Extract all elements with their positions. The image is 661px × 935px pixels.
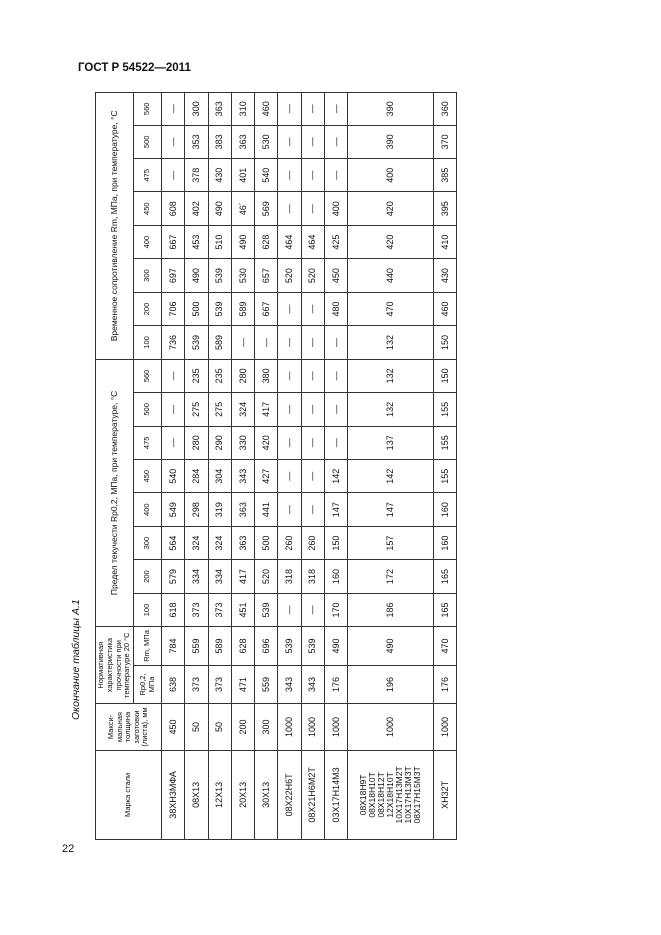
yield-cell: 165 — [433, 560, 456, 593]
strength-cell: 706 — [162, 292, 185, 325]
steel-grade-cell: 20Х13 — [231, 750, 254, 839]
yield-cell: — — [324, 426, 347, 459]
strength-cell: 480 — [324, 292, 347, 325]
norm-rm-cell: 490 — [324, 627, 347, 666]
temp-header: 475 — [134, 426, 162, 459]
yield-cell: 539 — [255, 593, 278, 626]
yield-cell: 147 — [324, 493, 347, 526]
strength-cell: 363 — [231, 125, 254, 158]
thickness-cell: 1000 — [324, 704, 347, 751]
strength-cell: 453 — [185, 225, 208, 258]
yield-cell: 150 — [324, 526, 347, 559]
strength-cell: — — [278, 93, 301, 126]
yield-cell: 275 — [185, 393, 208, 426]
yield-cell: — — [301, 426, 324, 459]
yield-cell: — — [278, 359, 301, 392]
yield-cell: 290 — [208, 426, 231, 459]
yield-cell: 160 — [433, 526, 456, 559]
strength-cell: 420 — [348, 225, 434, 258]
strength-cell: 363 — [208, 93, 231, 126]
yield-cell: 579 — [162, 560, 185, 593]
strength-cell: 400 — [348, 159, 434, 192]
temp-header: 200 — [134, 560, 162, 593]
yield-cell: 155 — [433, 460, 456, 493]
norm-rm-cell: 490 — [348, 627, 434, 666]
yield-cell: 334 — [208, 560, 231, 593]
strength-cell: — — [278, 125, 301, 158]
yield-cell: 235 — [208, 359, 231, 392]
table-row — [301, 93, 324, 840]
norm-rp-cell: 176 — [433, 665, 456, 704]
temp-header: 300 — [134, 526, 162, 559]
group-header-strength: Временное сопротивление Rm, МПа, при температуре, °С — [96, 93, 134, 360]
col-header-thickness: Макси-мальная толщина заготовки (листа), мм — [96, 704, 162, 751]
temp-header: 300 — [134, 259, 162, 292]
temp-header: 400 — [134, 493, 162, 526]
table-row — [231, 93, 254, 840]
strength-cell: — — [278, 326, 301, 359]
temp-header: 100 — [134, 593, 162, 626]
yield-cell: — — [301, 460, 324, 493]
strength-cell: 540 — [255, 159, 278, 192]
strength-cell: 402 — [185, 192, 208, 225]
yield-cell: 170 — [324, 593, 347, 626]
strength-cell: 430 — [208, 159, 231, 192]
strength-cell: 300 — [185, 93, 208, 126]
strength-cell: 667 — [255, 292, 278, 325]
temp-header: 560 — [134, 93, 162, 126]
strength-cell: 378 — [185, 159, 208, 192]
strength-cell: 460 — [433, 292, 456, 325]
strength-cell: 736 — [162, 326, 185, 359]
steel-properties-table — [95, 92, 457, 840]
yield-cell: 380 — [255, 359, 278, 392]
strength-cell: 470 — [348, 292, 434, 325]
strength-cell: — — [324, 93, 347, 126]
norm-rm-cell: 784 — [162, 627, 185, 666]
rotated-table-wrap — [95, 92, 457, 840]
strength-cell: 697 — [162, 259, 185, 292]
yield-cell: 564 — [162, 526, 185, 559]
yield-cell: — — [278, 460, 301, 493]
thickness-cell: 50 — [185, 704, 208, 751]
strength-cell: — — [162, 159, 185, 192]
norm-rp-cell: 176 — [324, 665, 347, 704]
norm-rp-cell: 373 — [185, 665, 208, 704]
yield-cell: — — [278, 426, 301, 459]
yield-cell: 142 — [348, 460, 434, 493]
thickness-cell: 1000 — [348, 704, 434, 751]
table-row — [278, 93, 301, 840]
yield-cell: 417 — [231, 560, 254, 593]
yield-cell: 427 — [255, 460, 278, 493]
norm-rm-cell: 696 — [255, 627, 278, 666]
temp-header: 500 — [134, 393, 162, 426]
yield-cell: 540 — [162, 460, 185, 493]
strength-cell: — — [255, 326, 278, 359]
yield-cell: 343 — [231, 460, 254, 493]
strength-cell: 430 — [433, 259, 456, 292]
temp-header: 500 — [134, 125, 162, 158]
strength-cell: 490 — [231, 225, 254, 258]
temp-header: 450 — [134, 460, 162, 493]
strength-cell: — — [231, 326, 254, 359]
strength-cell: 464 — [278, 225, 301, 258]
strength-cell: — — [324, 125, 347, 158]
temp-header: 100 — [134, 326, 162, 359]
steel-grade-cell: 08Х18Н9Т 08Х18Н10Т 08Х18Н12Т 12Х18Н10Т 10Х17Н13М2Т 10Х17Н13М3Т 08Х17Н15М3Т — [348, 750, 434, 839]
norm-rm-cell: 470 — [433, 627, 456, 666]
yield-cell: 324 — [231, 393, 254, 426]
steel-grade-cell: 30Х13 — [255, 750, 278, 839]
steel-grade-cell: 08Х22Н6Т — [278, 750, 301, 839]
yield-cell: 324 — [208, 526, 231, 559]
thickness-cell: 1000 — [301, 704, 324, 751]
strength-cell: 608 — [162, 192, 185, 225]
yield-cell: 318 — [301, 560, 324, 593]
strength-cell: — — [301, 292, 324, 325]
strength-cell: 150 — [433, 326, 456, 359]
yield-cell: 132 — [348, 393, 434, 426]
yield-cell: 137 — [348, 426, 434, 459]
strength-cell: 385 — [433, 159, 456, 192]
steel-grade-cell: 08Х13 — [185, 750, 208, 839]
yield-cell: — — [301, 359, 324, 392]
yield-cell: 500 — [255, 526, 278, 559]
strength-cell: — — [324, 159, 347, 192]
yield-cell: — — [162, 426, 185, 459]
thickness-cell: 1000 — [433, 704, 456, 751]
yield-cell: 420 — [255, 426, 278, 459]
yield-cell: 363 — [231, 493, 254, 526]
table-row — [208, 93, 231, 840]
strength-cell: 395 — [433, 192, 456, 225]
strength-cell: — — [162, 93, 185, 126]
table-caption-wrap — [66, 600, 86, 720]
strength-cell: 490 — [185, 259, 208, 292]
yield-cell: — — [324, 393, 347, 426]
norm-rp-cell: 471 — [231, 665, 254, 704]
strength-cell: 370 — [433, 125, 456, 158]
yield-cell: 363 — [231, 526, 254, 559]
yield-cell: 280 — [231, 359, 254, 392]
temp-header: 200 — [134, 292, 162, 325]
yield-cell: 147 — [348, 493, 434, 526]
group-header-yield: Предел текучести Rp0,2, МПа, при температуре, °С — [96, 359, 134, 627]
temp-header: 560 — [134, 359, 162, 392]
strength-cell: — — [301, 326, 324, 359]
norm-rm-cell: 539 — [301, 627, 324, 666]
strength-cell: — — [162, 125, 185, 158]
strength-cell: — — [301, 93, 324, 126]
yield-cell: — — [301, 393, 324, 426]
steel-grade-cell: 12Х13 — [208, 750, 231, 839]
norm-rp-cell: 196 — [348, 665, 434, 704]
yield-cell: 142 — [324, 460, 347, 493]
yield-cell: 186 — [348, 593, 434, 626]
strength-cell: 539 — [208, 292, 231, 325]
norm-rp-cell: 373 — [208, 665, 231, 704]
yield-cell: 549 — [162, 493, 185, 526]
strength-cell: 450 — [324, 259, 347, 292]
strength-cell: 589 — [231, 292, 254, 325]
steel-grade-cell: 03Х17Н14М3 — [324, 750, 347, 839]
yield-cell: 373 — [185, 593, 208, 626]
strength-cell: 530 — [231, 259, 254, 292]
yield-cell: — — [278, 493, 301, 526]
thickness-cell: 50 — [208, 704, 231, 751]
strength-cell: 400 — [324, 192, 347, 225]
strength-cell: 490 — [208, 192, 231, 225]
yield-cell: 235 — [185, 359, 208, 392]
strength-cell: 464 — [301, 225, 324, 258]
yield-cell: 160 — [324, 560, 347, 593]
steel-grade-cell: ХН32Т — [433, 750, 456, 839]
yield-cell: 150 — [433, 359, 456, 392]
strength-cell: 310 — [231, 93, 254, 126]
yield-cell: 618 — [162, 593, 185, 626]
steel-grade-cell: 08Х21Н6М2Т — [301, 750, 324, 839]
temp-header: 450 — [134, 192, 162, 225]
strength-cell: 589 — [208, 326, 231, 359]
strength-cell: — — [278, 192, 301, 225]
strength-cell: — — [301, 159, 324, 192]
steel-grade-cell: 38ХН3МФА — [162, 750, 185, 839]
strength-cell: 667 — [162, 225, 185, 258]
strength-cell: 410 — [433, 225, 456, 258]
strength-cell: 539 — [185, 326, 208, 359]
yield-cell: 155 — [433, 426, 456, 459]
thickness-cell: 300 — [255, 704, 278, 751]
yield-cell: — — [324, 359, 347, 392]
yield-cell: 334 — [185, 560, 208, 593]
yield-cell: 275 — [208, 393, 231, 426]
yield-cell: 260 — [278, 526, 301, 559]
document-header: ГОСТ Р 54522—2011 — [78, 62, 191, 74]
thickness-cell: 1000 — [278, 704, 301, 751]
yield-cell: 155 — [433, 393, 456, 426]
yield-cell: 324 — [185, 526, 208, 559]
strength-cell: — — [324, 326, 347, 359]
col-header-norm-rp: Rp0,2, МПа — [134, 665, 162, 704]
yield-cell: — — [301, 593, 324, 626]
table-row — [255, 93, 278, 840]
norm-rp-cell: 343 — [301, 665, 324, 704]
yield-cell: — — [301, 493, 324, 526]
table-body — [162, 93, 457, 840]
yield-cell: 417 — [255, 393, 278, 426]
table-caption: Окончание таблицы А.1 — [70, 599, 82, 720]
norm-rp-cell: 638 — [162, 665, 185, 704]
yield-cell: 172 — [348, 560, 434, 593]
yield-cell: 373 — [208, 593, 231, 626]
yield-cell: 520 — [255, 560, 278, 593]
thickness-cell: 450 — [162, 704, 185, 751]
col-header-norm: Нормативная характеристика прочности при температуре 20 °С — [96, 627, 134, 704]
strength-cell: 440 — [348, 259, 434, 292]
yield-cell: 132 — [348, 359, 434, 392]
norm-rm-cell: 539 — [278, 627, 301, 666]
strength-cell: 420 — [348, 192, 434, 225]
norm-rp-cell: 559 — [255, 665, 278, 704]
temp-header: 475 — [134, 159, 162, 192]
yield-cell: — — [162, 393, 185, 426]
temp-header: 400 — [134, 225, 162, 258]
strength-cell: 530 — [255, 125, 278, 158]
col-header-norm-rm: Rm, МПа — [134, 627, 162, 666]
yield-cell: 319 — [208, 493, 231, 526]
strength-cell: 425 — [324, 225, 347, 258]
yield-cell: — — [278, 393, 301, 426]
yield-cell: 157 — [348, 526, 434, 559]
yield-cell: 165 — [433, 593, 456, 626]
strength-cell: 500 — [185, 292, 208, 325]
yield-cell: — — [162, 359, 185, 392]
strength-cell: 401 — [231, 159, 254, 192]
yield-cell: 280 — [185, 426, 208, 459]
strength-cell: 353 — [185, 125, 208, 158]
norm-rm-cell: 559 — [185, 627, 208, 666]
yield-cell: 441 — [255, 493, 278, 526]
page-number: 22 — [62, 843, 75, 855]
strength-cell: 539 — [208, 259, 231, 292]
strength-cell: 569 — [255, 192, 278, 225]
strength-cell: 390 — [348, 93, 434, 126]
yield-cell: — — [278, 593, 301, 626]
strength-cell: 520 — [278, 259, 301, 292]
strength-cell: 383 — [208, 125, 231, 158]
strength-cell: — — [301, 192, 324, 225]
strength-cell: 390 — [348, 125, 434, 158]
strength-cell: 628 — [255, 225, 278, 258]
table-row — [162, 93, 185, 840]
strength-cell: 520 — [301, 259, 324, 292]
yield-cell: 304 — [208, 460, 231, 493]
table-row — [433, 93, 456, 840]
strength-cell: 460 — [255, 93, 278, 126]
table-row — [324, 93, 347, 840]
table-row — [185, 93, 208, 840]
table-row — [348, 93, 434, 840]
strength-cell: 46´ — [231, 192, 254, 225]
strength-cell: — — [278, 292, 301, 325]
col-header-grade: Марка стали — [96, 750, 162, 839]
norm-rm-cell: 589 — [208, 627, 231, 666]
strength-cell: 657 — [255, 259, 278, 292]
yield-cell: 260 — [301, 526, 324, 559]
thickness-cell: 200 — [231, 704, 254, 751]
yield-cell: 298 — [185, 493, 208, 526]
strength-cell: 510 — [208, 225, 231, 258]
norm-rm-cell: 628 — [231, 627, 254, 666]
norm-rp-cell: 343 — [278, 665, 301, 704]
strength-cell: 132 — [348, 326, 434, 359]
strength-cell: — — [278, 159, 301, 192]
yield-cell: 318 — [278, 560, 301, 593]
yield-cell: 160 — [433, 493, 456, 526]
yield-cell: 451 — [231, 593, 254, 626]
strength-cell: — — [301, 125, 324, 158]
strength-cell: 360 — [433, 93, 456, 126]
yield-cell: 330 — [231, 426, 254, 459]
yield-cell: 284 — [185, 460, 208, 493]
